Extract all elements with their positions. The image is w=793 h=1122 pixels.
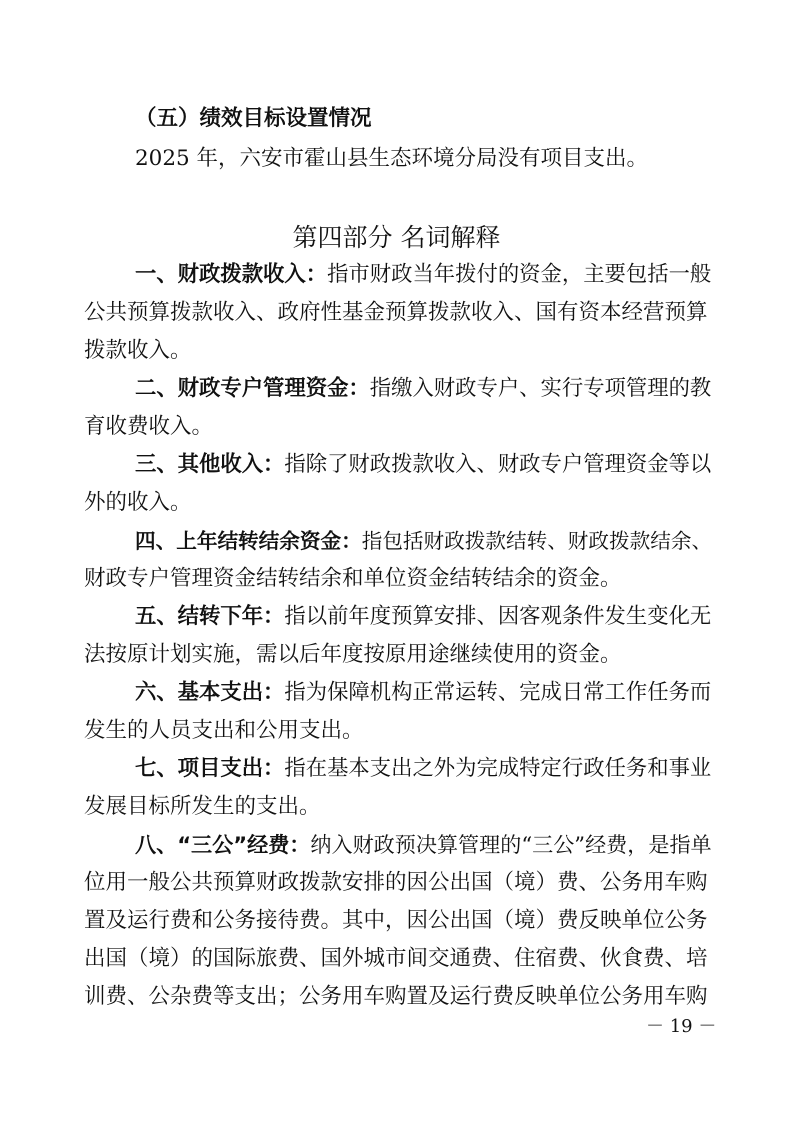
term-line bbox=[135, 261, 711, 289]
term-text: 育收费收入。 bbox=[84, 414, 214, 439]
term-line bbox=[135, 679, 711, 707]
term-line bbox=[135, 375, 711, 403]
term-text: 置及运行费和公务接待费。其中，因公出国（境）费反映单位公务 bbox=[84, 908, 708, 933]
term-text: 指除了财政拨款收入、财政专户管理资金等以 bbox=[284, 452, 712, 477]
term-text: 拨款收入。 bbox=[84, 338, 192, 363]
term-label: 五、结转下年： bbox=[135, 604, 285, 629]
section-text: 2025 年，六安市霍山县生态环境分局没有项目支出。 bbox=[135, 146, 649, 171]
term-text: 财政专户管理资金结转结余和单位资金结转结余的资金。 bbox=[84, 566, 622, 591]
section-heading: （五）绩效目标设置情况 bbox=[135, 106, 372, 131]
term-text: 指缴入财政专户、实行专项管理的教 bbox=[369, 376, 712, 401]
term-label: 八、“三公”经费： bbox=[135, 832, 311, 857]
term-text: 法按原计划实施，需以后年度按原用途继续使用的资金。 bbox=[84, 642, 622, 667]
term-label: 七、项目支出： bbox=[135, 756, 285, 781]
term-label: 六、基本支出： bbox=[135, 680, 285, 705]
term-text: 位用一般公共预算财政拨款安排的因公出国（境）费、公务用车购 bbox=[84, 870, 708, 895]
term-text: 指以前年度预算安排、因客观条件发生变化无 bbox=[284, 604, 712, 629]
term-label: 三、其他收入： bbox=[135, 452, 285, 477]
term-label: 四、上年结转结余资金： bbox=[135, 529, 362, 553]
term-label: 二、财政专户管理资金： bbox=[135, 376, 370, 401]
term-text: 公共预算拨款收入、政府性基金预算拨款收入、国有资本经营预算 bbox=[84, 300, 708, 325]
term-line bbox=[135, 603, 711, 631]
term-text: 纳入财政预决算管理的“三公”经费，是指单 bbox=[310, 832, 712, 857]
term-text: 指市财政当年拨付的资金，主要包括一般 bbox=[327, 262, 712, 287]
term-line bbox=[135, 451, 711, 479]
term-label: 一、财政拨款收入： bbox=[135, 262, 328, 287]
term-text: 指在基本支出之外为完成特定行政任务和事业 bbox=[284, 756, 712, 781]
term-line bbox=[135, 831, 712, 859]
term-text: 指包括财政拨款结转、财政拨款结余、 bbox=[361, 529, 713, 553]
term-text: 出国（境）的国际旅费、国外城市间交通费、住宿费、伙食费、培 bbox=[84, 946, 708, 971]
page-number: － 19 － bbox=[646, 1016, 717, 1037]
term-line bbox=[135, 755, 711, 783]
term-text: 训费、公杂费等支出；公务用车购置及运行费反映单位公务用车购 bbox=[84, 984, 708, 1009]
term-text: 指为保障机构正常运转、完成日常工作任务而 bbox=[284, 680, 712, 705]
term-text: 发展目标所发生的支出。 bbox=[84, 794, 321, 819]
part-title: 第四部分 名词解释 bbox=[292, 223, 501, 252]
term-text: 外的收入。 bbox=[84, 490, 192, 515]
term-text: 发生的人员支出和公用支出。 bbox=[84, 718, 364, 743]
term-line bbox=[135, 527, 712, 555]
